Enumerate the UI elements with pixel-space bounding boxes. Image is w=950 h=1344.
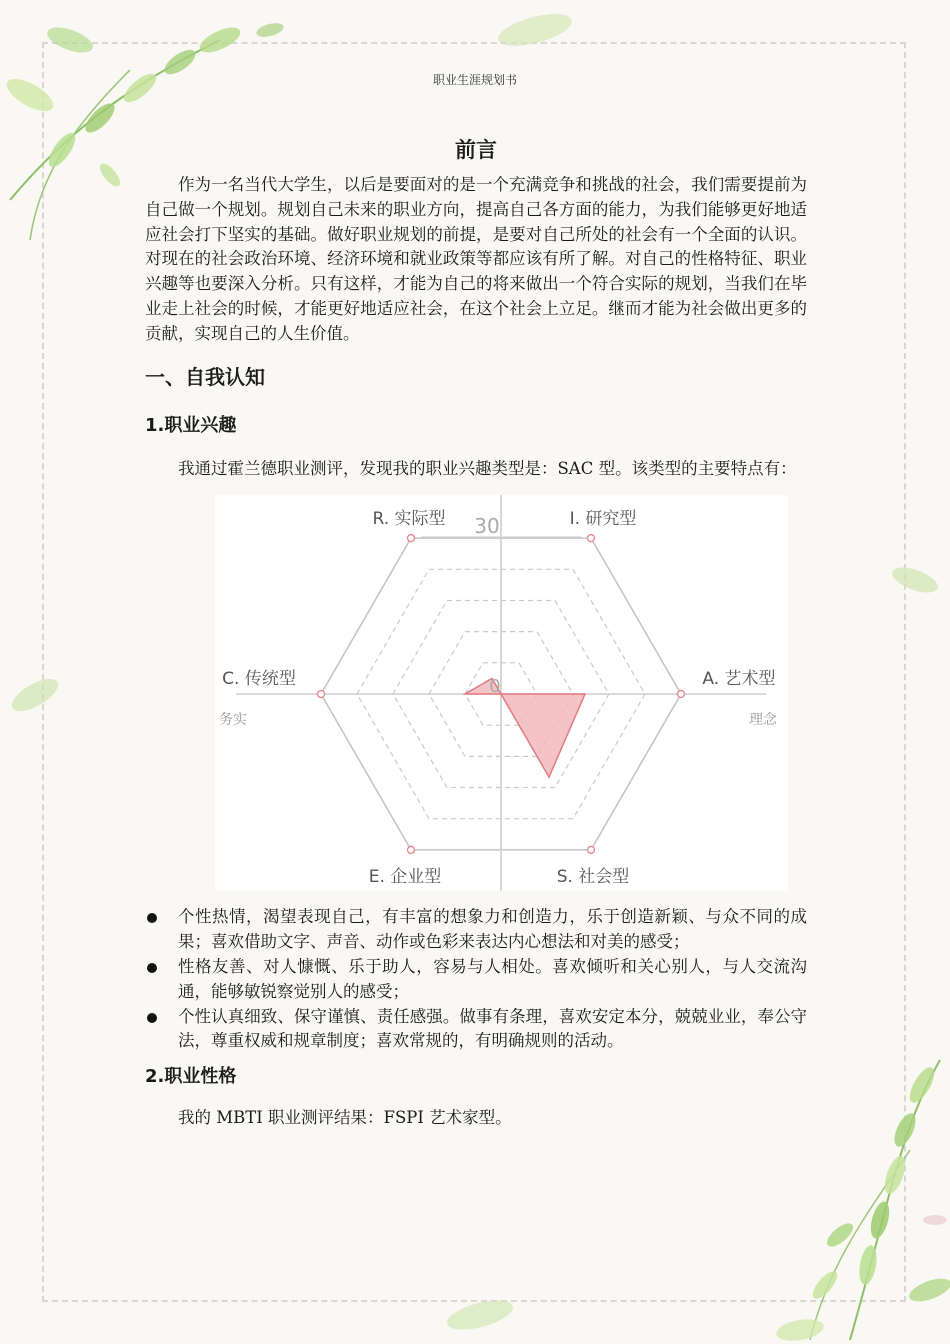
radar-vertex-marker [408, 535, 415, 542]
section-heading-self-awareness: 一、自我认知 [145, 364, 265, 389]
radar-vertex-marker [678, 691, 685, 698]
preface-paragraph: 作为一名当代大学生，以后是要面对的是一个充满竞争和挑战的社会，我们需要提前为自己做一个规划。规划自己未来的职业方向，提高自己各方面的能力，为我们能够更好地适应社会打下坚实的基础。做好职业规划的前提，是要对自己所处的社会有一个全面的认识。对现在的社会政治环境、经济环境和就业政策等都应该有所了解。对自己的性格特征、职业兴趣等也要深入分析。只有这样，才能为自己的将来做出一个符合实际的规划，当我们在毕业走上社会的时候，才能更好地适应社会，在这个社会上立足。继而才能为社会做出更多的贡献，实现自己的人生价值。 [145, 175, 807, 343]
radar-axis-label: I. 研究型 [569, 509, 637, 530]
radar-axis-label: C. 传统型 [222, 669, 296, 690]
radar-chart-svg [215, 495, 788, 891]
bullet-dot-icon [147, 1013, 157, 1023]
bullet-item: 个性热情，渴望表现自己，有丰富的想象力和创造力，乐于创造新颖、与众不同的成果；喜欢借助文字、声音、动作或色彩来表达内心想法和对美的感受； [145, 905, 807, 955]
bullet-dot-icon [147, 963, 157, 973]
radar-tick-label: 0 [489, 676, 501, 698]
subsection-heading-career-personality: 2.职业性格 [145, 1066, 237, 1088]
running-header: 职业生涯规划书 [432, 73, 517, 87]
radar-tick-label: 30 [474, 514, 500, 539]
bullet-dot-icon [147, 913, 157, 923]
trait-bullet-list [145, 905, 807, 1054]
radar-axis-label: S. 社会型 [556, 867, 630, 888]
holland-radar-chart [215, 495, 788, 891]
bullet-item: 性格友善、对人慷慨、乐于助人，容易与人相处。喜欢倾听和关心别人，与人交流沟通，能够敏锐察觉别人的感受； [145, 955, 807, 1005]
subsection-heading-career-interest: 1.职业兴趣 [145, 414, 237, 436]
radar-axis-label: A. 艺术型 [702, 669, 776, 690]
bullet-item: 个性认真细致、保守谨慎、责任感强。做事有条理，喜欢安定本分，兢兢业业，奉公守法，尊重权威和规章制度；喜欢常规的，有明确规则的活动。 [145, 1005, 807, 1055]
radar-vertex-marker [588, 847, 595, 854]
radar-side-label-right: 理念 [749, 712, 777, 729]
radar-vertex-marker [408, 847, 415, 854]
career-interest-paragraph: 我通过霍兰德职业测评，发现我的职业兴趣类型是：SAC 型。该类型的主要特点有： [178, 458, 797, 478]
radar-axis-label: E. 企业型 [368, 867, 442, 888]
radar-vertex-marker [588, 535, 595, 542]
radar-side-label-left: 务实 [219, 712, 247, 729]
radar-axis-label: R. 实际型 [372, 509, 446, 530]
mbti-result-paragraph: 我的 MBTI 职业测评结果：FSPI 艺术家型。 [178, 1108, 512, 1128]
preface-title: 前言 [455, 138, 497, 162]
document-body [145, 135, 807, 1131]
radar-vertex-marker [318, 691, 325, 698]
